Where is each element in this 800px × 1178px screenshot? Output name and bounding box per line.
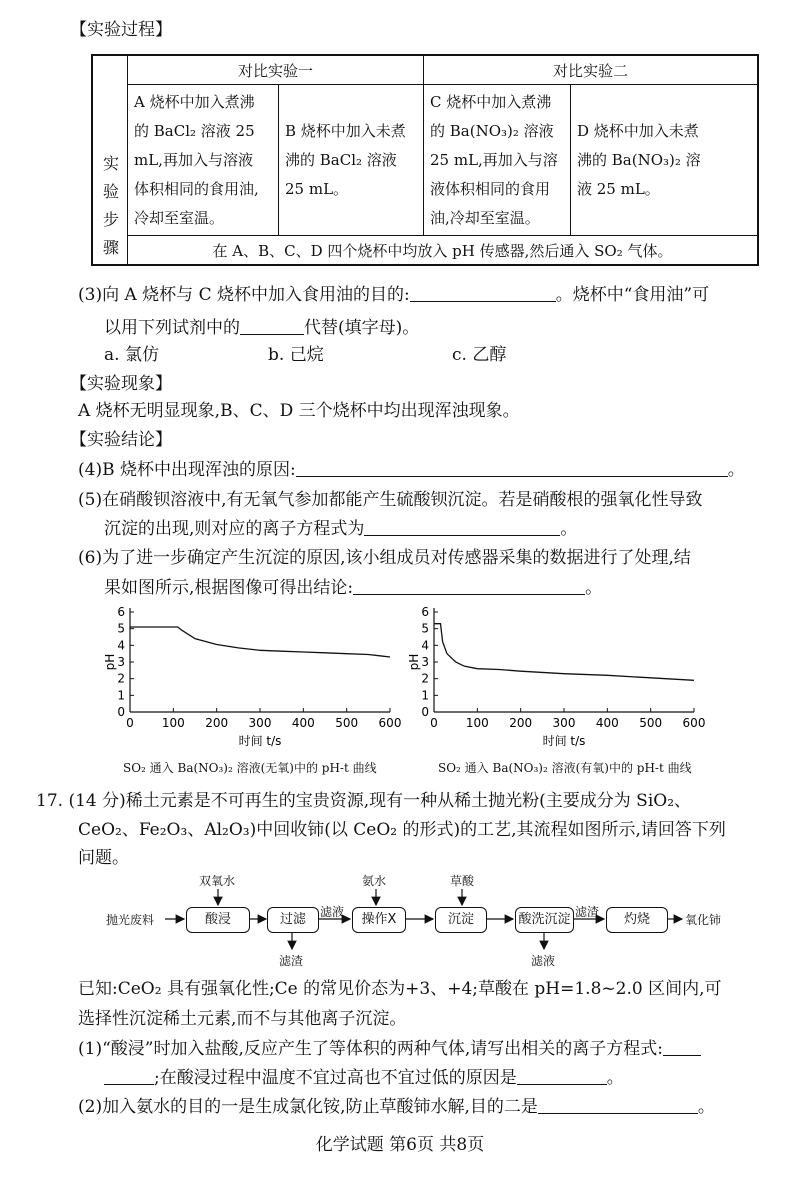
table-cell-b: B 烧杯中加入未煮 沸的 BaCl₂ 溶液 25 mL。 bbox=[279, 85, 424, 236]
flow-reagent-h2o2: 双氧水 bbox=[199, 874, 236, 888]
q17-2-line: (2)加入氨水的目的一是生成氯化铵,防止草酸铈水解,目的二是 。 bbox=[78, 1097, 715, 1117]
x-tick-label: 0 bbox=[430, 716, 438, 730]
y-tick-label: 0 bbox=[421, 705, 429, 719]
y-tick-label: 3 bbox=[117, 655, 125, 669]
x-tick-label: 600 bbox=[378, 716, 402, 730]
page-footer: 化学试题 第6页 共8页 bbox=[315, 1135, 485, 1155]
x-tick-label: 100 bbox=[161, 716, 185, 730]
known-line1: 已知:CeO₂ 具有强氧化性;Ce 的常见价态为+3、+4;草酸在 pH=1.8~2.0 区间内,可 bbox=[78, 979, 722, 999]
ph-chart-oxic bbox=[400, 600, 710, 750]
q3-option-b: b. 己烷 bbox=[268, 345, 324, 365]
y-tick-label: 6 bbox=[421, 605, 429, 619]
flow-output-label: 氧化铈 bbox=[685, 913, 722, 927]
x-tick-label: 600 bbox=[682, 716, 706, 730]
y-tick-label: 5 bbox=[117, 621, 125, 636]
flow-reagent-oxalic: 草酸 bbox=[450, 874, 475, 888]
flow-filtrate-label-1: 滤液 bbox=[320, 905, 345, 919]
experiment-table bbox=[91, 54, 759, 266]
answer-blank-q4[interactable] bbox=[296, 458, 728, 477]
q6-line1: (6)为了进一步确定产生沉淀的原因,该小组成员对传感器采集的数据进行了处理,结 bbox=[78, 548, 691, 568]
x-tick-label: 400 bbox=[595, 716, 619, 730]
x-tick-label: 300 bbox=[552, 716, 576, 730]
y-tick-label: 2 bbox=[421, 671, 429, 686]
flow-reagent-ammonia: 氨水 bbox=[362, 874, 387, 888]
section-phenomenon-heading: 【实验现象】 bbox=[70, 374, 172, 394]
flow-filtrate-label-2: 滤液 bbox=[531, 954, 556, 968]
x-tick-label: 100 bbox=[465, 716, 489, 730]
y-tick-label: 3 bbox=[421, 655, 429, 669]
ph-curve bbox=[434, 624, 694, 681]
y-axis-label: pH bbox=[103, 653, 117, 671]
section-process-heading: 【实验过程】 bbox=[70, 20, 172, 40]
flow-step-acid-wash: 酸洗沉淀 bbox=[515, 907, 574, 933]
chart-caption-oxic: SO₂ 通入 Ba(NO₃)₂ 溶液(有氧)中的 pH-t 曲线 bbox=[438, 761, 692, 775]
q3-option-c: c. 乙醇 bbox=[452, 345, 507, 365]
table-footer: 在 A、B、C、D 四个烧杯中均放入 pH 传感器,然后通入 SO₂ 气体。 bbox=[128, 236, 759, 266]
y-tick-label: 0 bbox=[117, 705, 125, 719]
q4-line: (4)B 烧杯中出现浑浊的原因: 。 bbox=[78, 460, 745, 480]
flow-step-filter: 过滤 bbox=[267, 907, 319, 933]
answer-blank-q3b[interactable] bbox=[240, 316, 304, 335]
q6-line2: 果如图所示,根据图像可得出结论: 。 bbox=[104, 578, 603, 598]
y-tick-label: 4 bbox=[117, 638, 125, 653]
table-cell-c: C 烧杯中加入煮沸 的 Ba(NO₃)₂ 溶液 25 mL,再加入与溶 液体积相同的食用 油,冷却至室温。 bbox=[424, 85, 571, 236]
q3-line2: 以用下列试剂中的 代替(填字母)。 bbox=[104, 318, 420, 338]
q17-1-line1: (1)“酸浸”时加入盐酸,反应产生了等体积的两种气体,请写出相关的离子方程式: bbox=[78, 1037, 701, 1061]
y-axis-label: pH bbox=[407, 653, 421, 671]
flow-input-label: 抛光废料 bbox=[106, 913, 155, 927]
table-header-1: 对比实验一 bbox=[128, 55, 424, 85]
table-side-label: 实验 步骤 bbox=[102, 154, 119, 257]
q17-line2: CeO₂、Fe₂O₃、Al₂O₃)中回收铈(以 CeO₂ 的形式)的工艺,其流程如图所示,请回答下列 bbox=[78, 820, 726, 840]
x-tick-label: 0 bbox=[126, 716, 134, 730]
q5-line2: 沉淀的出现,则对应的离子方程式为 。 bbox=[104, 519, 578, 539]
side-col-border bbox=[91, 54, 131, 274]
table-cell-a: A 烧杯中加入煮沸 的 BaCl₂ 溶液 25 mL,再加入与溶液 体积相同的食用油, 冷却至室温。 bbox=[128, 85, 279, 236]
phenomenon-text: A 烧杯无明显现象,B、C、D 三个烧杯中均出现浑浊现象。 bbox=[78, 401, 520, 421]
x-tick-label: 500 bbox=[639, 716, 663, 730]
answer-blank-q17-2[interactable] bbox=[538, 1095, 698, 1114]
answer-blank-q6[interactable] bbox=[353, 576, 585, 595]
q17-line1: 17. (14 分)稀土元素是不可再生的宝贵资源,现有一种从稀土抛光粉(主要成分为 SiO₂、 bbox=[36, 791, 692, 811]
x-axis-label: 时间 t/s bbox=[238, 734, 282, 748]
y-tick-label: 1 bbox=[421, 688, 429, 703]
answer-blank-q17-1b[interactable] bbox=[104, 1066, 154, 1085]
y-tick-label: 4 bbox=[421, 638, 429, 653]
q17-line3: 问题。 bbox=[78, 848, 129, 868]
flow-residue-label-1: 滤渣 bbox=[279, 954, 304, 968]
answer-blank-q17-1c[interactable] bbox=[517, 1066, 607, 1085]
q3-line1: (3)向 A 烧杯与 C 烧杯中加入食用油的目的: 。烧杯中“食用油”可 bbox=[78, 285, 710, 305]
answer-blank-q17-1a[interactable] bbox=[663, 1037, 701, 1056]
chart-caption-anoxic: SO₂ 通入 Ba(NO₃)₂ 溶液(无氧)中的 pH-t 曲线 bbox=[123, 761, 377, 775]
q3-option-a: a. 氯仿 bbox=[104, 345, 159, 365]
y-tick-label: 5 bbox=[421, 621, 429, 636]
y-tick-label: 2 bbox=[117, 671, 125, 686]
table-cell-d: D 烧杯中加入未煮 沸的 Ba(NO₃)₂ 溶 液 25 mL。 bbox=[571, 85, 759, 236]
x-tick-label: 200 bbox=[205, 716, 229, 730]
flow-step-acid-leach: 酸浸 bbox=[186, 907, 250, 933]
x-tick-label: 500 bbox=[335, 716, 359, 730]
x-tick-label: 200 bbox=[509, 716, 533, 730]
y-tick-label: 1 bbox=[117, 688, 125, 703]
y-tick-label: 6 bbox=[117, 605, 125, 619]
x-tick-label: 300 bbox=[248, 716, 272, 730]
flow-step-precipitate: 沉淀 bbox=[435, 907, 487, 933]
answer-blank-q5[interactable] bbox=[364, 517, 560, 536]
ph-chart-anoxic bbox=[96, 600, 406, 750]
section-conclusion-heading: 【实验结论】 bbox=[70, 430, 172, 450]
q17-1-line2: ;在酸浸过程中温度不宜过高也不宜过低的原因是 。 bbox=[104, 1066, 624, 1090]
x-axis-label: 时间 t/s bbox=[542, 734, 586, 748]
table-header-2: 对比实验二 bbox=[424, 55, 759, 85]
x-tick-label: 400 bbox=[291, 716, 315, 730]
known-line2: 选择性沉淀稀土元素,而不与其他离子沉淀。 bbox=[78, 1009, 407, 1029]
ph-curve bbox=[130, 627, 390, 657]
q5-line1: (5)在硝酸钡溶液中,有无氧气参加都能产生硫酸钡沉淀。若是硝酸根的强氧化性导致 bbox=[78, 490, 703, 510]
answer-blank-q3a[interactable] bbox=[410, 283, 556, 302]
flow-step-operation-x: 操作X bbox=[352, 907, 406, 933]
flow-residue-label-2: 滤渣 bbox=[575, 905, 600, 919]
flow-step-calcine: 灼烧 bbox=[606, 907, 668, 933]
